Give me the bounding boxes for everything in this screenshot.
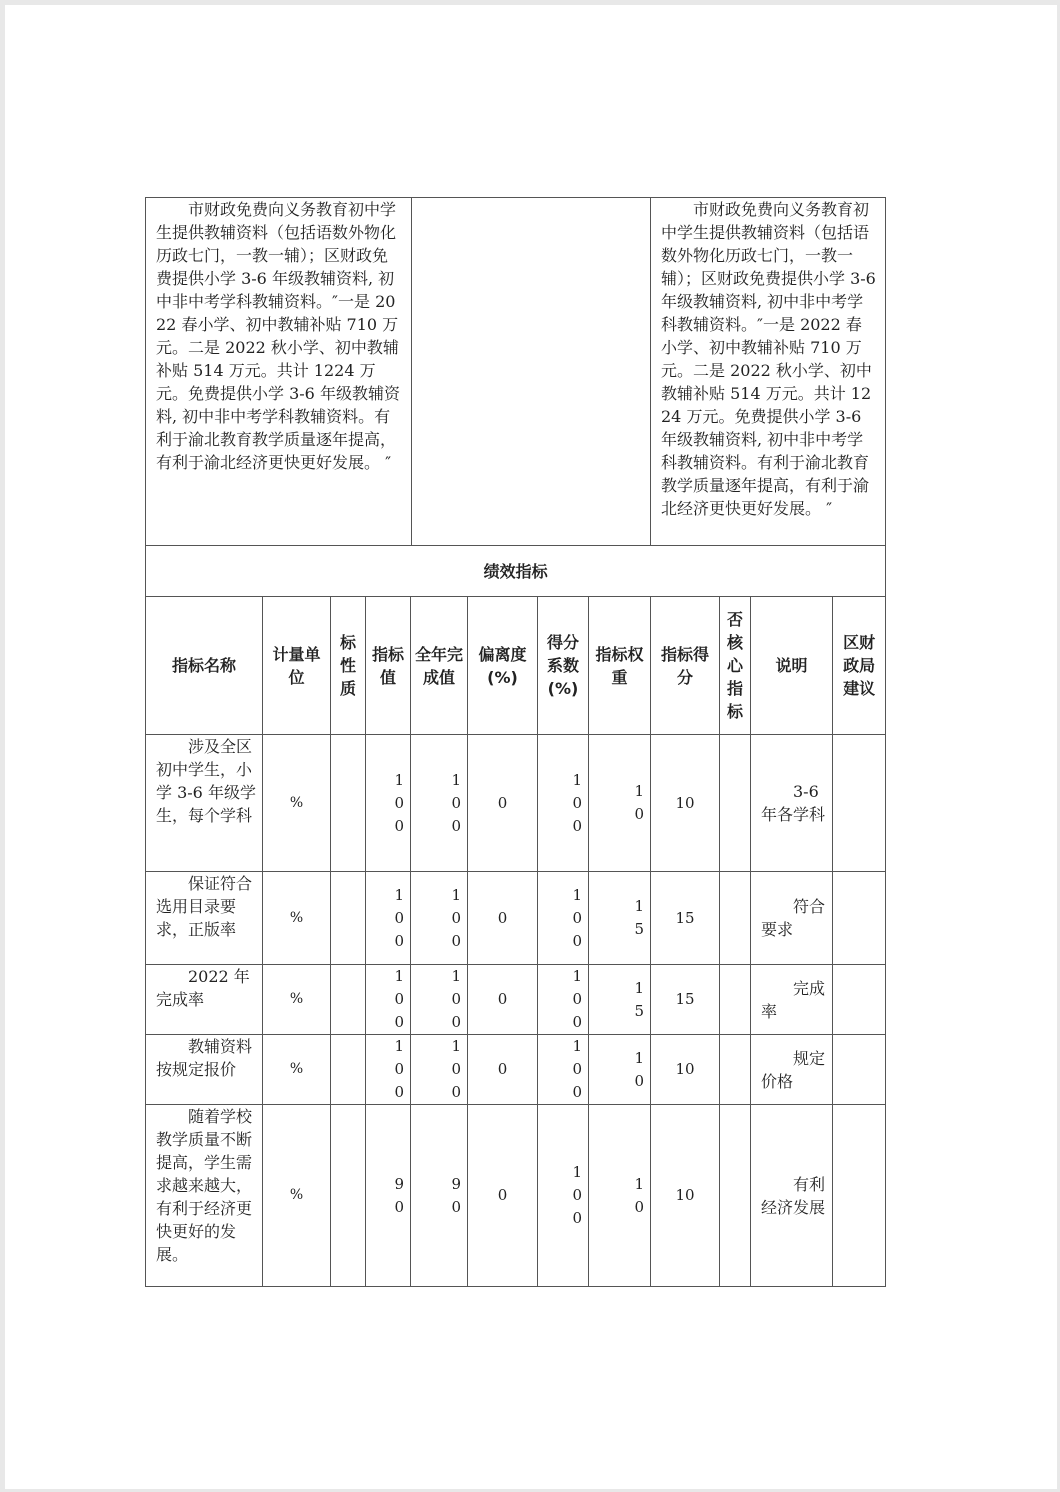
performance-indicator-table (145, 545, 886, 1287)
note: 完成率 (751, 965, 833, 1035)
table-row (146, 1105, 886, 1287)
score-coefficient: 100 (538, 1105, 589, 1287)
note: 3-6 年各学科 (751, 735, 833, 872)
description-right: 市财政免费向义务教育初中学生提供教辅资料（包括语数外物化历政七门，一教一辅）；区财政免费提供小学 3-6 年级教辅资料, 初中非中考学科教辅资料。″一是 2022 春小学、初中教辅补贴 710 万元。二是 2022 秋小学、初中教辅补贴 514 万元。共计 1224 万元。免费提供小学 3-6 年级教辅资料, 初中非中考学科教辅资料。有利于渝北教育教学质量逐年提高，有利于渝北经济更快更好发展。 ″ (651, 198, 886, 546)
deviation: 0 (468, 872, 538, 965)
unit: % (263, 1105, 331, 1287)
advice (833, 965, 886, 1035)
table-row (146, 1035, 886, 1105)
core (720, 965, 751, 1035)
actual-value: 100 (411, 965, 468, 1035)
advice (833, 872, 886, 965)
note: 符合要求 (751, 872, 833, 965)
unit: % (263, 735, 331, 872)
header-actual-value: 全年完成值 (411, 597, 468, 735)
core (720, 1105, 751, 1287)
deviation: 0 (468, 735, 538, 872)
indicator-name: 2022 年完成率 (146, 965, 263, 1035)
header-indicator-name: 指标名称 (146, 597, 263, 735)
weight: 10 (589, 1035, 651, 1105)
header-note: 说明 (751, 597, 833, 735)
unit: % (263, 872, 331, 965)
nature (331, 872, 366, 965)
advice (833, 1105, 886, 1287)
unit: % (263, 1035, 331, 1105)
core (720, 1035, 751, 1105)
header-core: 否核心指标 (720, 597, 751, 735)
document-page (5, 5, 1057, 1489)
score: 10 (651, 1105, 720, 1287)
core (720, 872, 751, 965)
project-description-table (145, 197, 886, 546)
score: 10 (651, 1035, 720, 1105)
weight: 10 (589, 735, 651, 872)
indicator-name: 教辅资料按规定报价 (146, 1035, 263, 1105)
deviation: 0 (468, 1105, 538, 1287)
advice (833, 1035, 886, 1105)
actual-value: 100 (411, 1035, 468, 1105)
score: 15 (651, 965, 720, 1035)
score: 15 (651, 872, 720, 965)
unit: % (263, 965, 331, 1035)
score-coefficient: 100 (538, 735, 589, 872)
weight: 15 (589, 965, 651, 1035)
score-coefficient: 100 (538, 872, 589, 965)
header-advice: 区财政局建议 (833, 597, 886, 735)
header-unit: 计量单位 (263, 597, 331, 735)
actual-value: 90 (411, 1105, 468, 1287)
weight: 15 (589, 872, 651, 965)
target-value: 100 (366, 872, 411, 965)
header-target-value: 指标值 (366, 597, 411, 735)
nature (331, 1105, 366, 1287)
header-score: 指标得分 (651, 597, 720, 735)
nature (331, 965, 366, 1035)
table-row (146, 872, 886, 965)
note: 有利经济发展 (751, 1105, 833, 1287)
target-value: 100 (366, 735, 411, 872)
header-weight: 指标权重 (589, 597, 651, 735)
indicator-name: 随着学校教学质量不断提高，学生需求越来越大，有利于经济更快更好的发展。 (146, 1105, 263, 1287)
header-score-coefficient: 得分系数(%) (538, 597, 589, 735)
header-nature: 标性质 (331, 597, 366, 735)
description-left: 市财政免费向义务教育初中学生提供教辅资料（包括语数外物化历政七门，一教一辅）；区财政免费提供小学 3-6 年级教辅资料, 初中非中考学科教辅资料。″一是 2022 春小学、初中教辅补贴 710 万元。二是 2022 秋小学、初中教辅补贴 514 万元。共计 1224 万元。免费提供小学 3-6 年级教辅资料, 初中非中考学科教辅资料。有利于渝北教育教学质量逐年提高，有利于渝北经济更快更好发展。 ″ (146, 198, 412, 546)
performance-title: 绩效指标 (146, 546, 886, 597)
score: 10 (651, 735, 720, 872)
table-row (146, 965, 886, 1035)
indicator-name: 涉及全区初中学生，小学 3-6 年级学生，每个学科 (146, 735, 263, 872)
nature (331, 735, 366, 872)
core (720, 735, 751, 872)
table-row (146, 735, 886, 872)
nature (331, 1035, 366, 1105)
target-value: 100 (366, 1035, 411, 1105)
header-deviation: 偏离度(%) (468, 597, 538, 735)
advice (833, 735, 886, 872)
description-middle (412, 198, 651, 546)
score-coefficient: 100 (538, 965, 589, 1035)
actual-value: 100 (411, 735, 468, 872)
note: 规定价格 (751, 1035, 833, 1105)
deviation: 0 (468, 965, 538, 1035)
target-value: 90 (366, 1105, 411, 1287)
indicator-name: 保证符合选用目录要求，正版率 (146, 872, 263, 965)
deviation: 0 (468, 1035, 538, 1105)
actual-value: 100 (411, 872, 468, 965)
target-value: 100 (366, 965, 411, 1035)
weight: 10 (589, 1105, 651, 1287)
header-row (146, 597, 886, 735)
score-coefficient: 100 (538, 1035, 589, 1105)
